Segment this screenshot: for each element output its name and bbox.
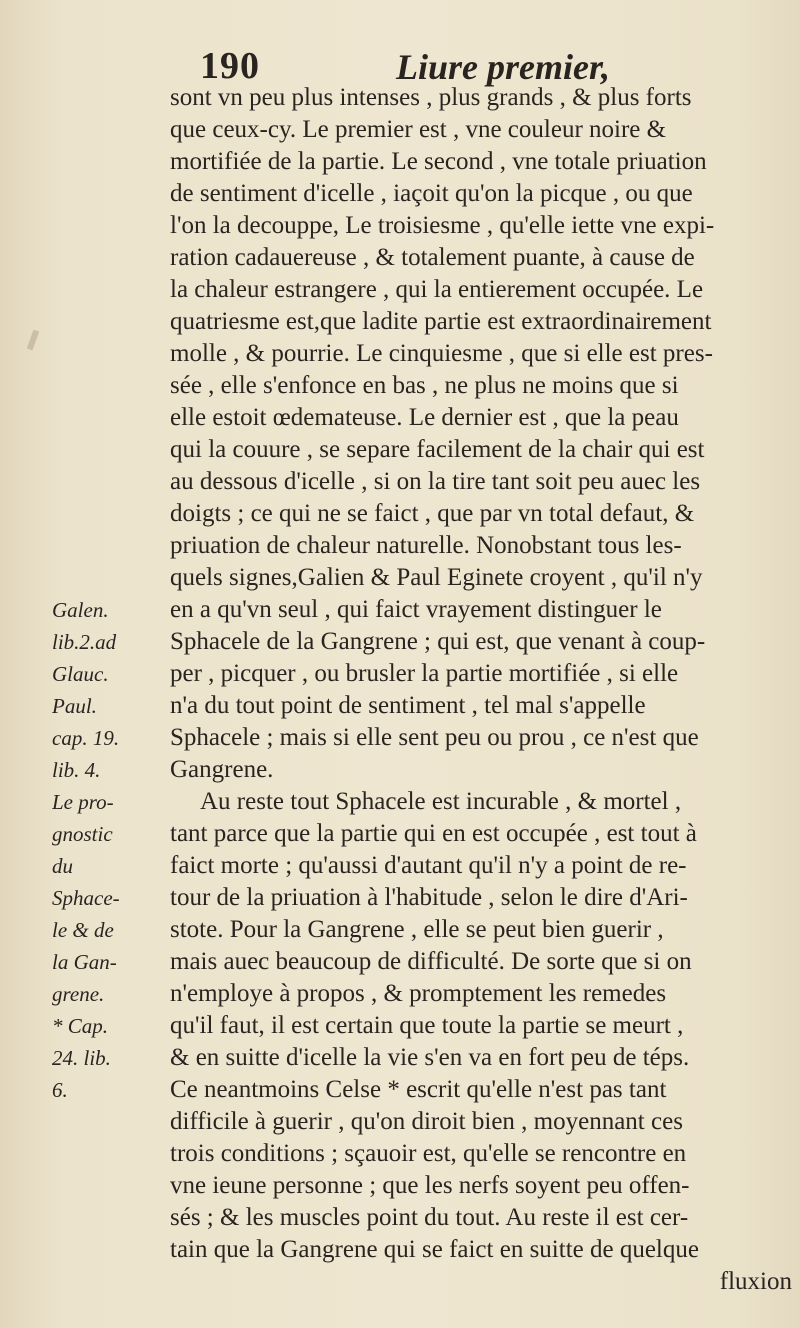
text-line: tour de la priuation à l'habitude , selon le dire d'Ari- <box>170 884 688 911</box>
text-line: difficile à guerir , qu'on diroit bien , moyennant ces <box>170 1108 683 1135</box>
text-line: en a qu'vn seul , qui faict vrayement distinguer le <box>170 596 662 623</box>
margin-line: Paul. <box>52 694 97 718</box>
text-line: quels signes,Galien & Paul Eginete croyent , qu'il n'y <box>170 564 703 591</box>
text-line: de sentiment d'icelle , iaçoit qu'on la picque , ou que <box>170 180 693 207</box>
text-line: n'employe à propos , & promptement les remedes <box>170 980 667 1007</box>
text-line: Gangrene. <box>170 756 274 783</box>
margin-line: gnostic <box>52 822 113 846</box>
margin-line: grene. <box>52 982 105 1006</box>
margin-line: 24. lib. <box>52 1046 111 1070</box>
text-line: n'a du tout point de sentiment , tel mal s'appelle <box>170 692 646 719</box>
margin-line: Le pro- <box>52 790 114 814</box>
text-line: au dessous d'icelle , si on la tire tant soit peu auec les <box>170 468 701 495</box>
margin-line: 6. <box>52 1078 68 1102</box>
text-line: sée , elle s'enfonce en bas , ne plus ne moins que si <box>170 372 679 399</box>
text-line: la chaleur estrangere , qui la entierement occupée. Le <box>170 276 704 303</box>
margin-line: la Gan- <box>52 950 117 974</box>
text-line: qu'il faut, il est certain que toute la partie se meurt , <box>170 1012 684 1039</box>
text-line: per , picquer , ou brusler la partie mortifiée , si elle <box>170 660 679 687</box>
margin-line: Glauc. <box>52 662 109 686</box>
text-line: stote. Pour la Gangrene , elle se peut bien guerir , <box>170 916 664 943</box>
text-line: molle , & pourrie. Le cinquiesme , que si elle est pres- <box>170 340 713 367</box>
text-line: priuation de chaleur naturelle. Nonobstant tous les- <box>170 532 682 559</box>
margin-line: * Cap. <box>52 1014 109 1038</box>
margin-line: du <box>52 854 73 878</box>
text-line: vne ieune personne ; que les nerfs soyent peu offen- <box>170 1172 690 1199</box>
text-line: quatriesme est,que ladite partie est extraordinairement <box>170 308 712 335</box>
text-line: sés ; & les muscles point du tout. Au reste il est cer- <box>170 1204 689 1231</box>
text-line: faict morte ; qu'aussi d'autant qu'il n'y a point de re- <box>170 852 687 879</box>
margin-line: Sphace- <box>52 886 120 910</box>
text-line: mortifiée de la partie. Le second , vne totale priuation <box>170 148 707 175</box>
text-line: & en suitte d'icelle la vie s'en va en fort peu de téps. <box>170 1044 690 1071</box>
running-title: Liure premier, <box>396 47 610 87</box>
margin-note-prognostic <box>52 786 164 1106</box>
text-line: Sphacele ; mais si elle sent peu ou prou , ce n'est que <box>170 724 699 751</box>
margin-line: lib. 4. <box>52 758 101 782</box>
catchword: fluxion <box>719 1268 792 1295</box>
page-number: 190 <box>200 45 260 87</box>
margin-line: lib.2.ad <box>52 630 117 654</box>
text-line: tant parce que la partie qui en est occupée , est tout à <box>170 820 697 847</box>
text-line: trois conditions ; sçauoir est, qu'elle se rencontre en <box>170 1140 687 1167</box>
margin-line: cap. 19. <box>52 726 120 750</box>
text-line: qui la couure , se separe facilement de la chair qui est <box>170 436 705 463</box>
text-line: Au reste tout Sphacele est incurable , & mortel , <box>200 788 682 815</box>
text-line: elle estoit œdemateuse. Le dernier est , que la peau <box>170 404 679 431</box>
text-line: sont vn peu plus intenses , plus grands , & plus forts <box>170 84 692 111</box>
paper-stain <box>27 330 39 351</box>
text-line: Sphacele de la Gangrene ; qui est, que venant à coup- <box>170 628 706 655</box>
margin-note-galen <box>52 594 164 786</box>
text-line: que ceux-cy. Le premier est , vne couleur noire & <box>170 116 667 143</box>
text-line: tain que la Gangrene qui se faict en suitte de quelque <box>170 1236 699 1263</box>
main-text-block <box>170 82 792 1298</box>
text-line: mais auec beaucoup de difficulté. De sorte que si on <box>170 948 692 975</box>
text-line: doigts ; ce qui ne se faict , que par vn total defaut, & <box>170 500 695 527</box>
text-line: ration cadauereuse , & totalement puante, à cause de <box>170 244 695 271</box>
margin-line: Galen. <box>52 598 109 622</box>
margin-line: le & de <box>52 918 114 942</box>
text-line: l'on la decouppe, Le troisiesme , qu'elle iette vne expi- <box>170 212 715 239</box>
text-line: Ce neantmoins Celse * escrit qu'elle n'est pas tant <box>170 1076 667 1103</box>
